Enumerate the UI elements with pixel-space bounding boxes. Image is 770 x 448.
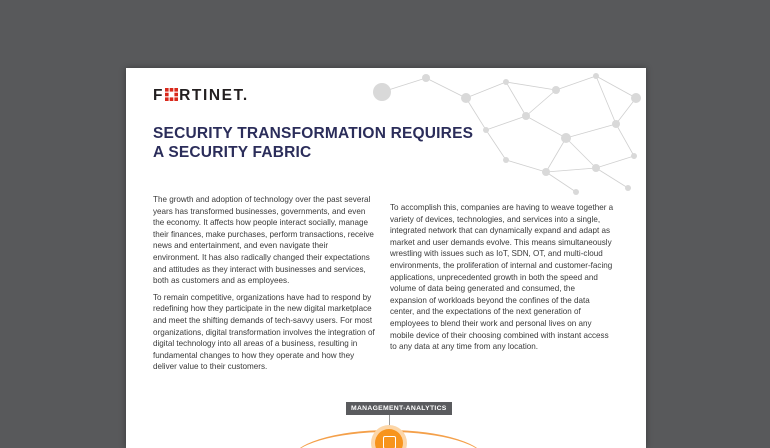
page-title bbox=[153, 124, 493, 162]
title-line-1: SECURITY TRANSFORMATION REQUIRES bbox=[153, 125, 474, 142]
fortinet-logo bbox=[153, 87, 249, 105]
left-paragraph-2: To remain competitive, organizations have had to respond by redefining how they participate in the new digital marketplace and meet the shifting demands of tech-savvy users. For most organizations, digital transformation involves the integration of digital technology into all areas of a business, resulting in fundamental changes to how they operate and how they deliver value to their customers. bbox=[153, 292, 375, 372]
right-column bbox=[390, 202, 614, 358]
diagram-connector bbox=[389, 415, 390, 429]
title-line-2: A SECURITY FABRIC bbox=[153, 144, 312, 161]
right-paragraph-1: To accomplish this, companies are having to weave together a variety of devices, technologies, and services into a single, integrated network that can dynamically expand and adapt as market and user demands evolve. This means simultaneously wrestling with issues such as IoT, SDN, OT, and multi-cloud environments, the proliferation of internal and customer-facing applications, unprecedented growth in both the speed and volume of data being generated and consumed, the expansion of workloads beyond the confines of the data center, and the expectations of the next generation of employees to blend their work and personal lives on any mobile device of their choosing combined with instant access to any data at any time from any location. bbox=[390, 203, 614, 352]
logo-text-end: RTINET. bbox=[179, 87, 249, 104]
fortinet-logo-icon bbox=[165, 88, 178, 101]
left-paragraph-1: The growth and adoption of technology over the past several years has transformed businesses, governments, and even the economy. It affects how people interact socially, manage their finances, make purchases, perform transactions, receive news and entertainment, and even navigate their environment. It has also radically changed their expectations and attitudes as they interact with businesses and services, both as customers and as employees. bbox=[153, 195, 374, 286]
logo-text-start: F bbox=[153, 87, 165, 104]
management-analytics-label: MANAGEMENT-ANALYTICS bbox=[346, 402, 452, 415]
document-page bbox=[126, 68, 646, 448]
left-column bbox=[153, 194, 375, 378]
